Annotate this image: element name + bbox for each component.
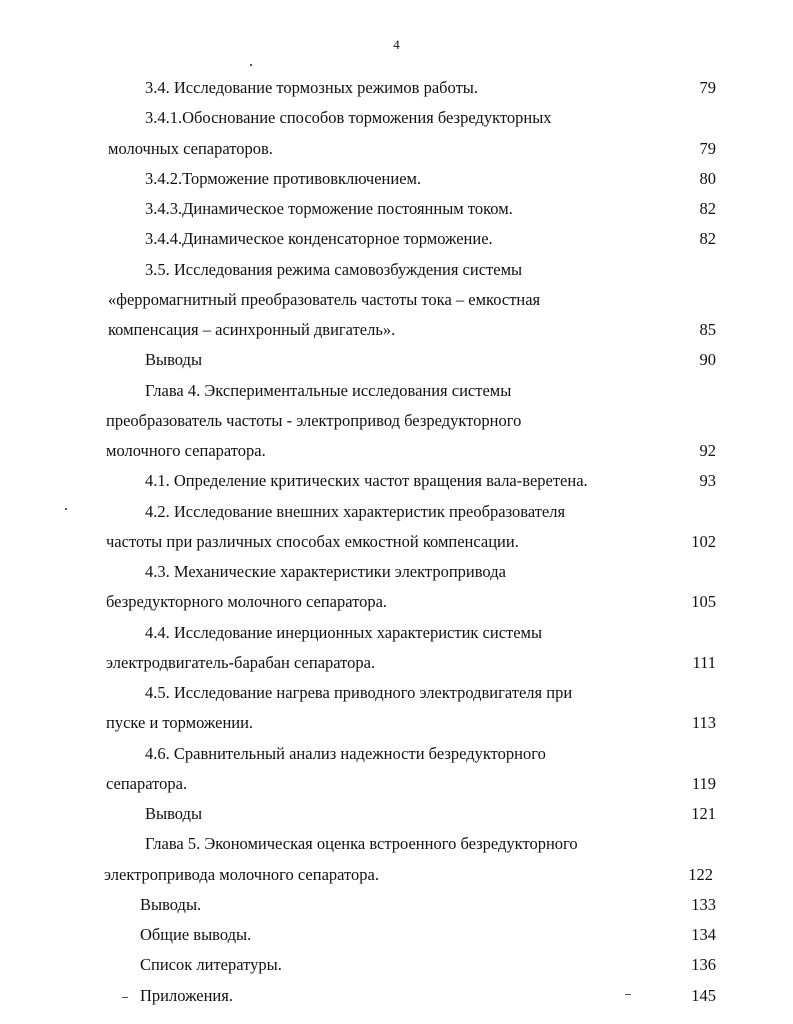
- toc-entry-title: 3.4.1.Обоснование способов торможения безредукторных: [145, 108, 552, 128]
- toc-entry-title: компенсация – асинхронный двигатель».: [108, 320, 396, 339]
- toc-entry: [0, 164, 793, 194]
- toc-entry: [0, 285, 793, 315]
- toc-entry-title: 4.4. Исследование инерционных характеристик системы: [145, 622, 543, 642]
- toc-entry-page: 136: [691, 955, 716, 975]
- toc-entry: [0, 587, 793, 617]
- toc-entry: [0, 345, 793, 375]
- toc-entry: [0, 708, 793, 738]
- toc-entry-page: 79: [699, 78, 716, 97]
- toc-entry-title: 3.4.3.Динамическое торможение постоянным током.: [145, 199, 513, 218]
- toc-entry-page: 121: [691, 804, 716, 823]
- table-of-contents: [0, 73, 793, 1011]
- toc-entry-title: пуске и торможении.: [106, 713, 254, 733]
- toc-entry-title: преобразователь частоты - электропривод безредукторного: [106, 410, 522, 430]
- toc-entry-title: Глава 5. Экономическая оценка встроенного безредукторного: [145, 834, 578, 854]
- toc-entry-title: молочных сепараторов.: [108, 138, 273, 158]
- toc-entry-title: Список литературы.: [140, 955, 282, 975]
- toc-entry: [0, 436, 793, 466]
- toc-entry: [0, 678, 793, 708]
- toc-entry-page: 80: [699, 168, 716, 188]
- toc-entry: [0, 527, 793, 557]
- toc-entry-title: 4.1. Определение критических частот вращения вала-веретена.: [145, 471, 588, 491]
- toc-entry-title: 3.5. Исследования режима самовозбуждения системы: [145, 259, 523, 279]
- scan-speck: [250, 64, 252, 66]
- toc-entry-page: 79: [699, 138, 716, 158]
- scan-speck: [122, 997, 128, 998]
- scan-speck: [625, 994, 631, 995]
- toc-entry: [0, 73, 793, 103]
- toc-entry-title: молочного сепаратора.: [106, 441, 266, 460]
- scan-speck: [65, 508, 67, 510]
- toc-entry-title: Приложения.: [140, 985, 233, 1005]
- toc-entry-page: 133: [691, 894, 716, 914]
- toc-entry-title: Выводы: [145, 350, 203, 370]
- toc-entry-page: 105: [691, 592, 716, 612]
- toc-entry-page: 102: [691, 531, 716, 551]
- toc-entry-title: 3.4.4.Динамическое конденсаторное торможение.: [145, 229, 493, 249]
- toc-entry-title: Глава 4. Экспериментальные исследования системы: [145, 380, 512, 400]
- toc-entry-title: 4.6. Сравнительный анализ надежности безредукторного: [145, 743, 546, 763]
- toc-entry-title: Общие выводы.: [140, 925, 252, 944]
- toc-entry-title: 4.2. Исследование внешних характеристик преобразователя: [145, 501, 566, 521]
- toc-entry-page: 122: [688, 864, 713, 884]
- toc-entry-page: 134: [691, 925, 716, 944]
- toc-entry-title: сепаратора.: [106, 773, 188, 793]
- toc-entry: [0, 497, 793, 527]
- toc-entry-title: электропривода молочного сепаратора.: [104, 864, 379, 884]
- toc-entry-title: 3.4. Исследование тормозных режимов работы.: [145, 78, 479, 97]
- toc-entry-page: 85: [699, 320, 716, 339]
- toc-entry-title: 4.5. Исследование нагрева приводного электродвигателя при: [145, 683, 573, 702]
- toc-entry: [0, 255, 793, 285]
- toc-entry-title: частоты при различных способах емкостной компенсации.: [106, 531, 519, 551]
- toc-entry: [0, 376, 793, 406]
- toc-entry: [0, 224, 793, 254]
- toc-entry: [0, 981, 793, 1011]
- toc-entry: [0, 557, 793, 587]
- toc-entry-title: «ферромагнитный преобразователь частоты тока – емкостная: [108, 289, 541, 309]
- toc-entry: [0, 134, 793, 164]
- toc-entry-page: 119: [691, 773, 716, 793]
- toc-entry-page: 82: [699, 199, 716, 218]
- toc-entry: [0, 739, 793, 769]
- toc-entry-title: Выводы.: [140, 894, 202, 914]
- toc-entry-title: 3.4.2.Торможение противовключением.: [145, 168, 422, 188]
- toc-entry: [0, 648, 793, 678]
- toc-entry: [0, 406, 793, 436]
- toc-entry: [0, 466, 793, 496]
- toc-entry: [0, 315, 793, 345]
- toc-entry-page: 145: [691, 985, 716, 1005]
- toc-entry: [0, 950, 793, 980]
- toc-entry: [0, 829, 793, 859]
- toc-entry: [0, 799, 793, 829]
- toc-entry-page: 92: [699, 441, 716, 460]
- toc-entry-title: 4.3. Механические характеристики электропривода: [145, 562, 506, 581]
- toc-entry-page: 93: [699, 471, 716, 491]
- toc-entry: [0, 103, 793, 133]
- toc-entry: [0, 769, 793, 799]
- toc-entry: [0, 890, 793, 920]
- toc-entry-page: 113: [691, 713, 716, 733]
- toc-entry-page: 82: [699, 229, 716, 249]
- toc-entry: [0, 194, 793, 224]
- toc-entry-page: 90: [699, 350, 716, 370]
- toc-entry-title: Выводы: [145, 804, 203, 823]
- toc-entry: [0, 920, 793, 950]
- toc-entry-title: безредукторного молочного сепаратора.: [106, 592, 388, 612]
- toc-entry-page: 111: [692, 652, 716, 672]
- page-number: 4: [393, 37, 400, 52]
- toc-entry: [0, 860, 793, 890]
- toc-entry-title: электродвигатель-барабан сепаратора.: [106, 652, 376, 672]
- toc-entry: [0, 618, 793, 648]
